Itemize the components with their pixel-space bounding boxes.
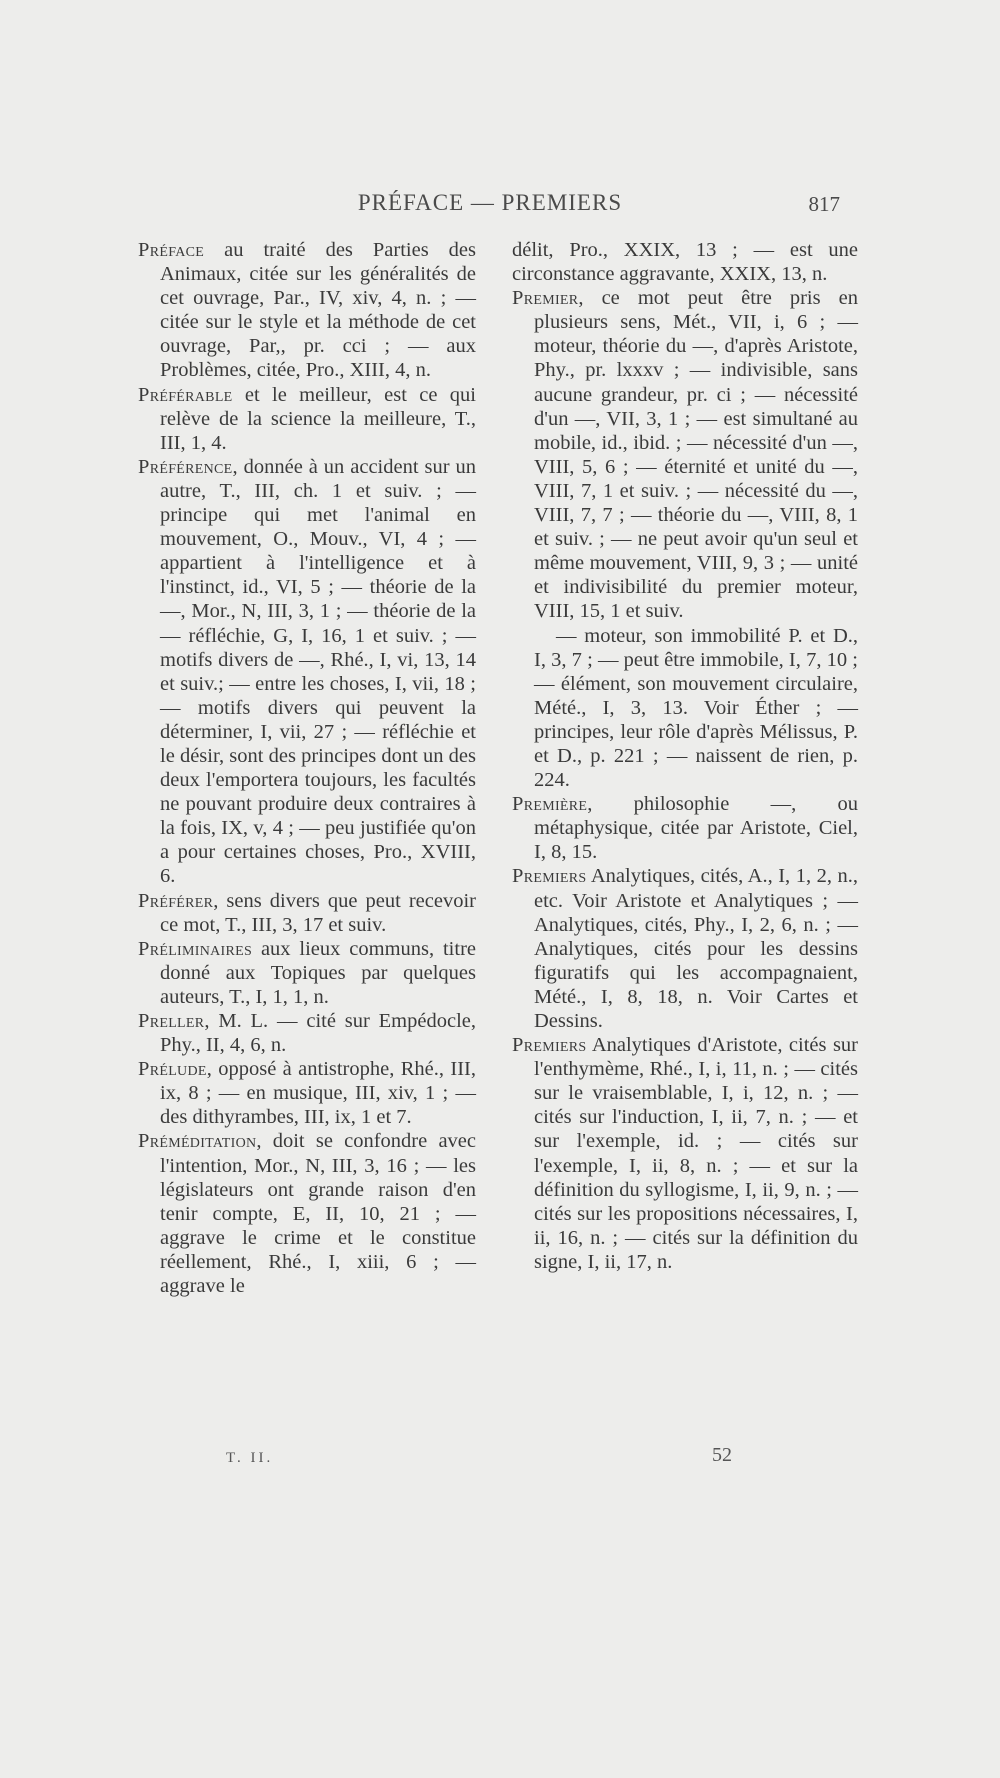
entry-text: Analytiques d'Aristote, cités sur l'enthymème, Rhé., I, i, 11, n. ; — cités sur le vraisemblable, I, i, 12, n. ; — cités sur l'induction, I, ii, 7, n. ; — et sur l'exemple, id. ; — cités sur l'exemple, I, ii, 8, n. ; — et sur la définition du syllogisme, I, ii, 9, n. ; — cités sur les propositions nécessaires, I, ii, 16, n. ; — cités sur la définition du signe, I, ii, 17, n. bbox=[534, 1034, 858, 1273]
entry-text: , doit se confondre avec l'intention, Mor., N, III, 3, 16 ; — les législateurs ont grande raison d'en tenir compte, E, II, 10, 21 ; — aggrave le crime et le constitue réellement, Rhé., I, xiii, 6 ; — aggrave le bbox=[160, 1130, 476, 1298]
entry-text: Analytiques, cités, A., I, 1, 2, n., etc. Voir Aristote et Analytiques ; — Analytiques, cités, Phy., I, 2, 6, n. ; — Analytiques, cités pour les dessins figuratifs qui les accompagnaient, Mété., I, 8, 18, n. Voir Cartes et Dessins. bbox=[534, 865, 858, 1032]
index-entry-preliminaires bbox=[138, 937, 476, 1009]
index-entry-premiers-analytiques bbox=[512, 864, 858, 1033]
volume-signature: T. II. bbox=[226, 1450, 274, 1466]
headword: Préférence bbox=[138, 455, 233, 478]
page-number: 817 bbox=[808, 192, 840, 216]
headword: Préface bbox=[138, 239, 205, 261]
headword: Préférer bbox=[138, 889, 214, 912]
index-subentry-premier-moteur bbox=[512, 624, 858, 793]
index-entry-premier bbox=[512, 286, 858, 623]
entry-text: , M. L. — cité sur Empédocle, Phy., II, 4, 6, n. bbox=[160, 1010, 476, 1057]
running-title: PRÉFACE — PREMIERS bbox=[357, 190, 623, 215]
left-column bbox=[138, 238, 476, 1298]
index-entry-preface bbox=[138, 238, 476, 383]
index-entry-continuation bbox=[512, 238, 858, 286]
entry-text: au traité des Parties des Animaux, citée sur les généralités de cet ouvrage, Par., IV, xiv, 4, n. ; — citée sur le style et la méthode de cet ouvrage, Par,, pr. cci ; — aux Problèmes, citée, Pro., XIII, 4, n. bbox=[160, 239, 476, 382]
entry-text: , ce mot peut être pris en plusieurs sens, Mét., VII, i, 6 ; — moteur, théorie du —, d'après Aristote, Phy., pr. lxxxv ; — indivisible, sans aucune grandeur, pr. ci ; — nécessité d'un —, VII, 3, 1 ; — est simultané au mobile, id., ibid. ; — nécessité d'un —, VIII, 5, 6 ; — éternité et unité du —, VIII, 7, 1 et suiv. ; — nécessité du —, VIII, 7, 7 ; — théorie du —, VIII, 8, 1 et suiv. ; — ne peut avoir qu'un seul et même mouvement, VIII, 9, 3 ; — unité et indivisibilité du premier moteur, VIII, 15, 1 et suiv. bbox=[534, 287, 858, 623]
running-header bbox=[0, 190, 1000, 220]
headword: Preller bbox=[138, 1010, 205, 1032]
headword: Préférable bbox=[138, 383, 233, 406]
sheet-number: 52 bbox=[712, 1444, 732, 1466]
index-entry-premeditation bbox=[138, 1129, 476, 1298]
index-entry-preferable bbox=[138, 383, 476, 455]
headword: Premiers bbox=[512, 1034, 587, 1057]
entry-text: , sens divers que peut recevoir ce mot, T., III, 3, 17 et suiv. bbox=[160, 889, 476, 936]
index-entry-preference bbox=[138, 455, 476, 889]
index-entry-preferer bbox=[138, 889, 476, 937]
entry-text: et le meilleur, est ce qui relève de la science la meilleure, T., III, 1, 4. bbox=[160, 383, 476, 454]
entry-text: , philosophie —, ou métaphysique, citée par Aristote, Ciel, I, 8, 15. bbox=[534, 793, 858, 864]
headword: Premier bbox=[512, 287, 579, 310]
index-entry-prelude bbox=[138, 1057, 476, 1129]
index-entry-premiers-analytiques-aristote bbox=[512, 1033, 858, 1274]
headword: Prélude bbox=[138, 1058, 207, 1081]
headword: Première bbox=[512, 793, 588, 816]
headword: Préliminaires bbox=[138, 937, 253, 960]
entry-text: , opposé à antistrophe, Rhé., III, ix, 8 ; — en musique, III, xiv, 1 ; — des dithyrambes, III, ix, 1 et 7. bbox=[160, 1058, 476, 1129]
headword: Préméditation bbox=[138, 1130, 257, 1153]
entry-text: , donnée à un accident sur un autre, T., III, ch. 1 et suiv. ; — principe qui met l'animal en mouvement, O., Mouv., VI, 4 ; — appartient à l'intelligence et à l'instinct, id., VI, 5 ; — théorie de la —, Mor., N, III, 3, 1 ; — théorie de la — réfléchie, G, I, 16, 1 et suiv. ; — motifs divers de —, Rhé., I, vi, 13, 14 et suiv.; — entre les choses, I, vii, 18 ; — motifs divers qui peuvent la déterminer, I, vii, 27 ; — réfléchie et le désir, sont des principes dont un des deux l'emportera toujours, les facultés ne pouvant produire deux contraires à la fois, IX, v, 4 ; — peu justifiée qu'on a pour certaines choses, Pro., XVIII, 6. bbox=[160, 455, 476, 888]
entry-text: délit, Pro., XXIX, 13 ; — est une circonstance aggravante, XXIX, 13, n. bbox=[512, 239, 858, 286]
entry-text: — moteur, son immobilité P. et D., I, 3, 7 ; — peut être immobile, I, 7, 10 ; — élément, son mouvement circulaire, Mété., I, 3, 13. Voir Éther ; — principes, leur rôle d'après Mélissus, P. et D., p. 221 ; — naissent de rien, p. 224. bbox=[534, 624, 858, 792]
right-column bbox=[512, 238, 858, 1274]
entry-text: aux lieux communs, titre donné aux Topiques par quelques auteurs, T., I, 1, 1, n. bbox=[160, 937, 476, 1008]
index-entry-premiere bbox=[512, 792, 858, 864]
index-entry-preller bbox=[138, 1009, 476, 1057]
headword: Premiers bbox=[512, 865, 587, 888]
